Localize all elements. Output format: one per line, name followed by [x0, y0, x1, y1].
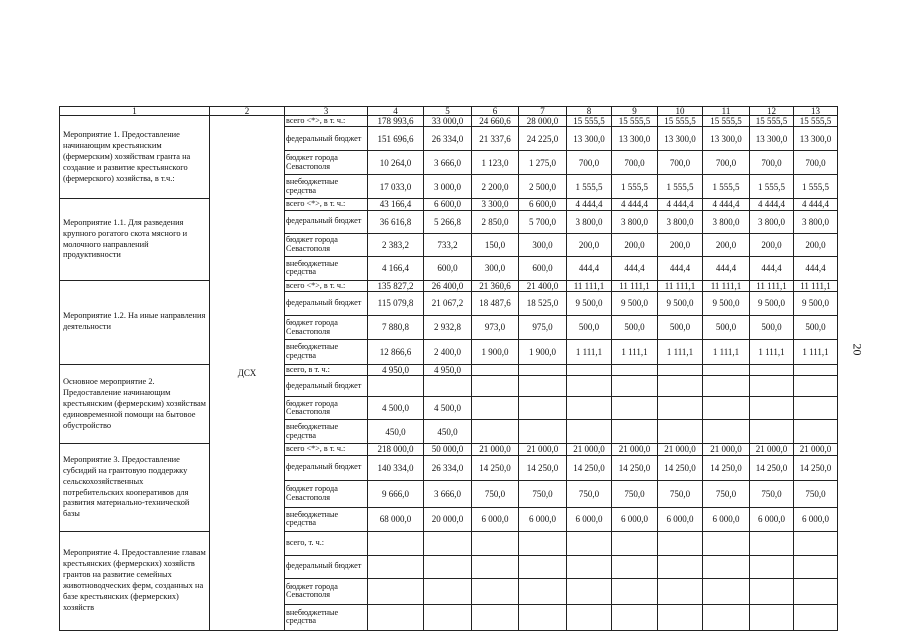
value-cell [567, 376, 612, 397]
value-cell [567, 531, 612, 555]
value-cell [703, 376, 750, 397]
value-cell: 33 000,0 [424, 116, 472, 127]
value-cell: 26 334,0 [424, 127, 472, 151]
value-cell [472, 604, 519, 630]
value-cell: 18 487,6 [472, 292, 519, 316]
value-cell [567, 555, 612, 578]
value-cell: 4 444,4 [703, 199, 750, 210]
value-cell: 68 000,0 [368, 507, 424, 531]
value-cell: 750,0 [658, 480, 703, 507]
value-cell: 6 000,0 [519, 507, 567, 531]
value-cell [472, 531, 519, 555]
value-cell: 15 555,5 [567, 116, 612, 127]
value-cell [750, 397, 794, 420]
header-cell: 10 [658, 107, 703, 116]
value-cell: 4 500,0 [424, 397, 472, 420]
value-cell: 1 111,1 [658, 340, 703, 365]
value-cell: 3 000,0 [424, 175, 472, 199]
value-cell [794, 604, 838, 630]
value-cell: 9 500,0 [703, 292, 750, 316]
value-cell: 1 123,0 [472, 151, 519, 175]
value-cell [612, 604, 658, 630]
value-cell: 4 444,4 [612, 199, 658, 210]
value-cell: 6 000,0 [794, 507, 838, 531]
value-cell: 13 300,0 [750, 127, 794, 151]
value-cell [519, 376, 567, 397]
value-cell: 4 444,4 [750, 199, 794, 210]
value-cell [794, 420, 838, 444]
value-cell: 4 444,4 [794, 199, 838, 210]
header-cell: 7 [519, 107, 567, 116]
funding-source: федеральный бюджет [285, 455, 368, 480]
budget-table [59, 106, 838, 631]
value-cell [368, 376, 424, 397]
value-cell [472, 365, 519, 376]
value-cell [794, 376, 838, 397]
funding-source: федеральный бюджет [285, 210, 368, 233]
value-cell [424, 376, 472, 397]
value-cell: 11 111,1 [750, 280, 794, 291]
funding-source: всего <*>, в т. ч.: [285, 280, 368, 291]
funding-source: федеральный бюджет [285, 555, 368, 578]
value-cell: 3 800,0 [658, 210, 703, 233]
value-cell: 500,0 [703, 316, 750, 340]
value-cell [612, 376, 658, 397]
table-row [60, 280, 838, 291]
value-cell: 700,0 [658, 151, 703, 175]
value-cell [794, 531, 838, 555]
value-cell: 3 800,0 [794, 210, 838, 233]
value-cell: 500,0 [612, 316, 658, 340]
header-cell: 4 [368, 107, 424, 116]
value-cell: 1 900,0 [519, 340, 567, 365]
value-cell: 21 000,0 [794, 444, 838, 455]
value-cell: 6 000,0 [658, 507, 703, 531]
value-cell [794, 397, 838, 420]
value-cell: 750,0 [519, 480, 567, 507]
value-cell [519, 531, 567, 555]
funding-source: внебюджетные средства [285, 507, 368, 531]
value-cell [658, 578, 703, 604]
value-cell [612, 531, 658, 555]
value-cell: 15 555,5 [750, 116, 794, 127]
value-cell: 3 800,0 [567, 210, 612, 233]
value-cell [472, 555, 519, 578]
value-cell [519, 555, 567, 578]
value-cell: 9 500,0 [612, 292, 658, 316]
value-cell: 444,4 [612, 256, 658, 280]
header-cell: 2 [210, 107, 285, 116]
measure-name: Мероприятие 1.1. Для разведения крупного рогатого скота мясного и молочного направлений продуктивности [60, 199, 210, 280]
value-cell: 2 383,2 [368, 233, 424, 256]
header-cell: 8 [567, 107, 612, 116]
value-cell: 200,0 [567, 233, 612, 256]
funding-source: федеральный бюджет [285, 127, 368, 151]
value-cell [567, 578, 612, 604]
value-cell: 21 000,0 [612, 444, 658, 455]
value-cell: 135 827,2 [368, 280, 424, 291]
value-cell: 140 334,0 [368, 455, 424, 480]
value-cell: 2 400,0 [424, 340, 472, 365]
value-cell: 9 666,0 [368, 480, 424, 507]
value-cell: 200,0 [794, 233, 838, 256]
header-cell: 1 [60, 107, 210, 116]
funding-source: внебюджетные средства [285, 175, 368, 199]
table-row [60, 199, 838, 210]
value-cell: 10 264,0 [368, 151, 424, 175]
value-cell: 500,0 [658, 316, 703, 340]
value-cell [612, 420, 658, 444]
value-cell [424, 604, 472, 630]
value-cell [703, 397, 750, 420]
value-cell: 700,0 [750, 151, 794, 175]
funding-source: федеральный бюджет [285, 292, 368, 316]
value-cell [658, 604, 703, 630]
value-cell: 15 555,5 [794, 116, 838, 127]
value-cell: 2 200,0 [472, 175, 519, 199]
value-cell: 21 000,0 [750, 444, 794, 455]
funding-source: бюджет города Севастополя [285, 233, 368, 256]
value-cell [519, 578, 567, 604]
value-cell: 444,4 [658, 256, 703, 280]
measure-name: Основное мероприятие 2. Предоставление начинающим крестьянским (фермерским) хозяйствам единовременной помощи на бытовое обустройство [60, 365, 210, 444]
value-cell: 1 555,5 [658, 175, 703, 199]
value-cell: 36 616,8 [368, 210, 424, 233]
funding-source: всего <*>, в т. ч.: [285, 116, 368, 127]
value-cell: 450,0 [368, 420, 424, 444]
value-cell [750, 420, 794, 444]
funding-source: бюджет города Севастополя [285, 151, 368, 175]
value-cell [703, 604, 750, 630]
value-cell: 14 250,0 [612, 455, 658, 480]
value-cell: 21 337,6 [472, 127, 519, 151]
measure-name: Мероприятие 3. Предоставление субсидий на грантовую поддержку сельскохозяйственных потребительских кооперативов для развития материально-технической базы [60, 444, 210, 531]
value-cell: 14 250,0 [703, 455, 750, 480]
header-cell: 9 [612, 107, 658, 116]
value-cell [472, 578, 519, 604]
value-cell: 3 800,0 [750, 210, 794, 233]
value-cell: 5 266,8 [424, 210, 472, 233]
value-cell: 4 444,4 [567, 199, 612, 210]
header-cell: 11 [703, 107, 750, 116]
value-cell: 4 166,4 [368, 256, 424, 280]
value-cell: 178 993,6 [368, 116, 424, 127]
value-cell [567, 420, 612, 444]
value-cell [750, 555, 794, 578]
value-cell: 600,0 [424, 256, 472, 280]
value-cell: 3 800,0 [612, 210, 658, 233]
value-cell: 1 555,5 [703, 175, 750, 199]
funding-source: внебюджетные средства [285, 420, 368, 444]
value-cell: 200,0 [750, 233, 794, 256]
value-cell: 21 000,0 [472, 444, 519, 455]
measure-name: Мероприятие 1. Предоставление начинающим крестьянским (фермерским) хозяйствам гранта на создание и развитие крестьянского (фермерского) хозяйства, в т.ч.: [60, 116, 210, 199]
value-cell: 9 500,0 [567, 292, 612, 316]
value-cell [612, 397, 658, 420]
value-cell [612, 365, 658, 376]
value-cell: 444,4 [567, 256, 612, 280]
value-cell: 700,0 [612, 151, 658, 175]
value-cell: 1 275,0 [519, 151, 567, 175]
value-cell: 444,4 [750, 256, 794, 280]
value-cell [703, 555, 750, 578]
value-cell: 700,0 [703, 151, 750, 175]
value-cell: 600,0 [519, 256, 567, 280]
value-cell [519, 604, 567, 630]
value-cell: 3 666,0 [424, 151, 472, 175]
value-cell: 6 000,0 [612, 507, 658, 531]
funding-source: бюджет города Севастополя [285, 397, 368, 420]
value-cell: 3 666,0 [424, 480, 472, 507]
value-cell: 21 067,2 [424, 292, 472, 316]
value-cell: 9 500,0 [794, 292, 838, 316]
funding-source: всего, т. ч.: [285, 531, 368, 555]
value-cell: 13 300,0 [794, 127, 838, 151]
value-cell: 6 000,0 [567, 507, 612, 531]
measure-name: Мероприятие 1.2. На иные направления деятельности [60, 280, 210, 364]
value-cell: 6 600,0 [424, 199, 472, 210]
funding-source: всего <*>, в т. ч.: [285, 199, 368, 210]
value-cell [658, 531, 703, 555]
value-cell: 1 111,1 [612, 340, 658, 365]
value-cell: 750,0 [794, 480, 838, 507]
funding-source: внебюджетные средства [285, 340, 368, 365]
value-cell [424, 555, 472, 578]
value-cell [658, 376, 703, 397]
value-cell: 21 360,6 [472, 280, 519, 291]
value-cell: 1 111,1 [750, 340, 794, 365]
value-cell [750, 531, 794, 555]
funding-source: внебюджетные средства [285, 604, 368, 630]
value-cell [750, 578, 794, 604]
value-cell: 733,2 [424, 233, 472, 256]
value-cell: 5 700,0 [519, 210, 567, 233]
value-cell: 7 880,8 [368, 316, 424, 340]
value-cell [750, 365, 794, 376]
value-cell: 3 300,0 [472, 199, 519, 210]
value-cell: 500,0 [567, 316, 612, 340]
value-cell: 18 525,0 [519, 292, 567, 316]
value-cell: 151 696,6 [368, 127, 424, 151]
value-cell: 6 000,0 [703, 507, 750, 531]
value-cell: 700,0 [794, 151, 838, 175]
value-cell [368, 531, 424, 555]
value-cell: 21 000,0 [519, 444, 567, 455]
header-cell: 13 [794, 107, 838, 116]
value-cell [658, 365, 703, 376]
value-cell: 14 250,0 [658, 455, 703, 480]
value-cell: 300,0 [472, 256, 519, 280]
value-cell: 700,0 [567, 151, 612, 175]
value-cell: 14 250,0 [567, 455, 612, 480]
value-cell: 1 555,5 [612, 175, 658, 199]
value-cell: 14 250,0 [519, 455, 567, 480]
value-cell: 26 334,0 [424, 455, 472, 480]
value-cell [612, 578, 658, 604]
value-cell [703, 420, 750, 444]
funding-source: внебюджетные средства [285, 256, 368, 280]
value-cell: 28 000,0 [519, 116, 567, 127]
funding-source: федеральный бюджет [285, 376, 368, 397]
value-cell [424, 531, 472, 555]
value-cell [567, 365, 612, 376]
value-cell: 17 033,0 [368, 175, 424, 199]
header-cell: 3 [285, 107, 368, 116]
table-row [60, 116, 838, 127]
value-cell [612, 555, 658, 578]
value-cell: 500,0 [750, 316, 794, 340]
value-cell [567, 397, 612, 420]
value-cell [794, 365, 838, 376]
value-cell [658, 555, 703, 578]
value-cell: 11 111,1 [658, 280, 703, 291]
table-row [60, 531, 838, 555]
value-cell: 50 000,0 [424, 444, 472, 455]
value-cell: 1 555,5 [567, 175, 612, 199]
value-cell: 43 166,4 [368, 199, 424, 210]
value-cell: 2 932,8 [424, 316, 472, 340]
value-cell: 14 250,0 [750, 455, 794, 480]
funding-source: бюджет города Севастополя [285, 316, 368, 340]
value-cell: 750,0 [612, 480, 658, 507]
value-cell: 150,0 [472, 233, 519, 256]
value-cell: 21 400,0 [519, 280, 567, 291]
measure-name: Мероприятие 4. Предоставление главам крестьянских (фермерских) хозяйств грантов на развитие семейных животноводческих ферм, созданных на базе крестьянских (фермерских) хозяйств [60, 531, 210, 630]
value-cell: 24 225,0 [519, 127, 567, 151]
value-cell: 1 555,5 [750, 175, 794, 199]
value-cell [472, 420, 519, 444]
value-cell: 11 111,1 [612, 280, 658, 291]
value-cell: 200,0 [658, 233, 703, 256]
value-cell: 6 000,0 [472, 507, 519, 531]
value-cell [794, 578, 838, 604]
executor-cell: ДСХ [210, 116, 285, 631]
value-cell: 14 250,0 [472, 455, 519, 480]
value-cell: 444,4 [703, 256, 750, 280]
value-cell: 2 500,0 [519, 175, 567, 199]
value-cell: 1 111,1 [567, 340, 612, 365]
value-cell: 6 600,0 [519, 199, 567, 210]
value-cell [424, 578, 472, 604]
value-cell: 750,0 [703, 480, 750, 507]
value-cell: 1 111,1 [794, 340, 838, 365]
value-cell [472, 376, 519, 397]
value-cell: 500,0 [794, 316, 838, 340]
value-cell: 11 111,1 [794, 280, 838, 291]
value-cell: 200,0 [612, 233, 658, 256]
value-cell: 4 444,4 [658, 199, 703, 210]
value-cell [368, 604, 424, 630]
value-cell [703, 531, 750, 555]
value-cell: 21 000,0 [567, 444, 612, 455]
table-row [60, 365, 838, 376]
value-cell [703, 365, 750, 376]
value-cell: 6 000,0 [750, 507, 794, 531]
value-cell [368, 578, 424, 604]
value-cell: 26 400,0 [424, 280, 472, 291]
value-cell: 750,0 [567, 480, 612, 507]
header-cell: 12 [750, 107, 794, 116]
value-cell [658, 420, 703, 444]
value-cell: 750,0 [750, 480, 794, 507]
header-cell: 6 [472, 107, 519, 116]
header-cell: 5 [424, 107, 472, 116]
value-cell: 444,4 [794, 256, 838, 280]
value-cell: 15 555,5 [612, 116, 658, 127]
value-cell [519, 365, 567, 376]
value-cell [519, 420, 567, 444]
value-cell [750, 376, 794, 397]
value-cell: 11 111,1 [703, 280, 750, 291]
value-cell: 4 950,0 [424, 365, 472, 376]
value-cell: 2 850,0 [472, 210, 519, 233]
funding-source: всего <*>, в т. ч.: [285, 444, 368, 455]
value-cell: 20 000,0 [424, 507, 472, 531]
value-cell [519, 397, 567, 420]
value-cell: 975,0 [519, 316, 567, 340]
value-cell: 1 900,0 [472, 340, 519, 365]
value-cell: 200,0 [703, 233, 750, 256]
value-cell: 15 555,5 [703, 116, 750, 127]
value-cell: 24 660,6 [472, 116, 519, 127]
value-cell: 450,0 [424, 420, 472, 444]
value-cell: 13 300,0 [658, 127, 703, 151]
value-cell [703, 578, 750, 604]
value-cell: 4 500,0 [368, 397, 424, 420]
page-number: 20 [850, 343, 865, 356]
value-cell: 973,0 [472, 316, 519, 340]
value-cell: 12 866,6 [368, 340, 424, 365]
table-row [60, 444, 838, 455]
value-cell: 21 000,0 [658, 444, 703, 455]
value-cell: 21 000,0 [703, 444, 750, 455]
header-row [60, 107, 838, 116]
value-cell: 1 555,5 [794, 175, 838, 199]
value-cell: 4 950,0 [368, 365, 424, 376]
value-cell: 300,0 [519, 233, 567, 256]
value-cell: 9 500,0 [750, 292, 794, 316]
value-cell: 14 250,0 [794, 455, 838, 480]
value-cell [658, 397, 703, 420]
value-cell: 13 300,0 [567, 127, 612, 151]
funding-source: бюджет города Севастополя [285, 578, 368, 604]
value-cell: 13 300,0 [612, 127, 658, 151]
value-cell: 218 000,0 [368, 444, 424, 455]
value-cell: 1 111,1 [703, 340, 750, 365]
value-cell [794, 555, 838, 578]
value-cell [750, 604, 794, 630]
value-cell: 750,0 [472, 480, 519, 507]
value-cell: 11 111,1 [567, 280, 612, 291]
value-cell: 15 555,5 [658, 116, 703, 127]
funding-source: бюджет города Севастополя [285, 480, 368, 507]
value-cell: 115 079,8 [368, 292, 424, 316]
value-cell: 13 300,0 [703, 127, 750, 151]
value-cell: 9 500,0 [658, 292, 703, 316]
value-cell [567, 604, 612, 630]
funding-source: всего, в т. ч.: [285, 365, 368, 376]
value-cell [472, 397, 519, 420]
value-cell [368, 555, 424, 578]
value-cell: 3 800,0 [703, 210, 750, 233]
